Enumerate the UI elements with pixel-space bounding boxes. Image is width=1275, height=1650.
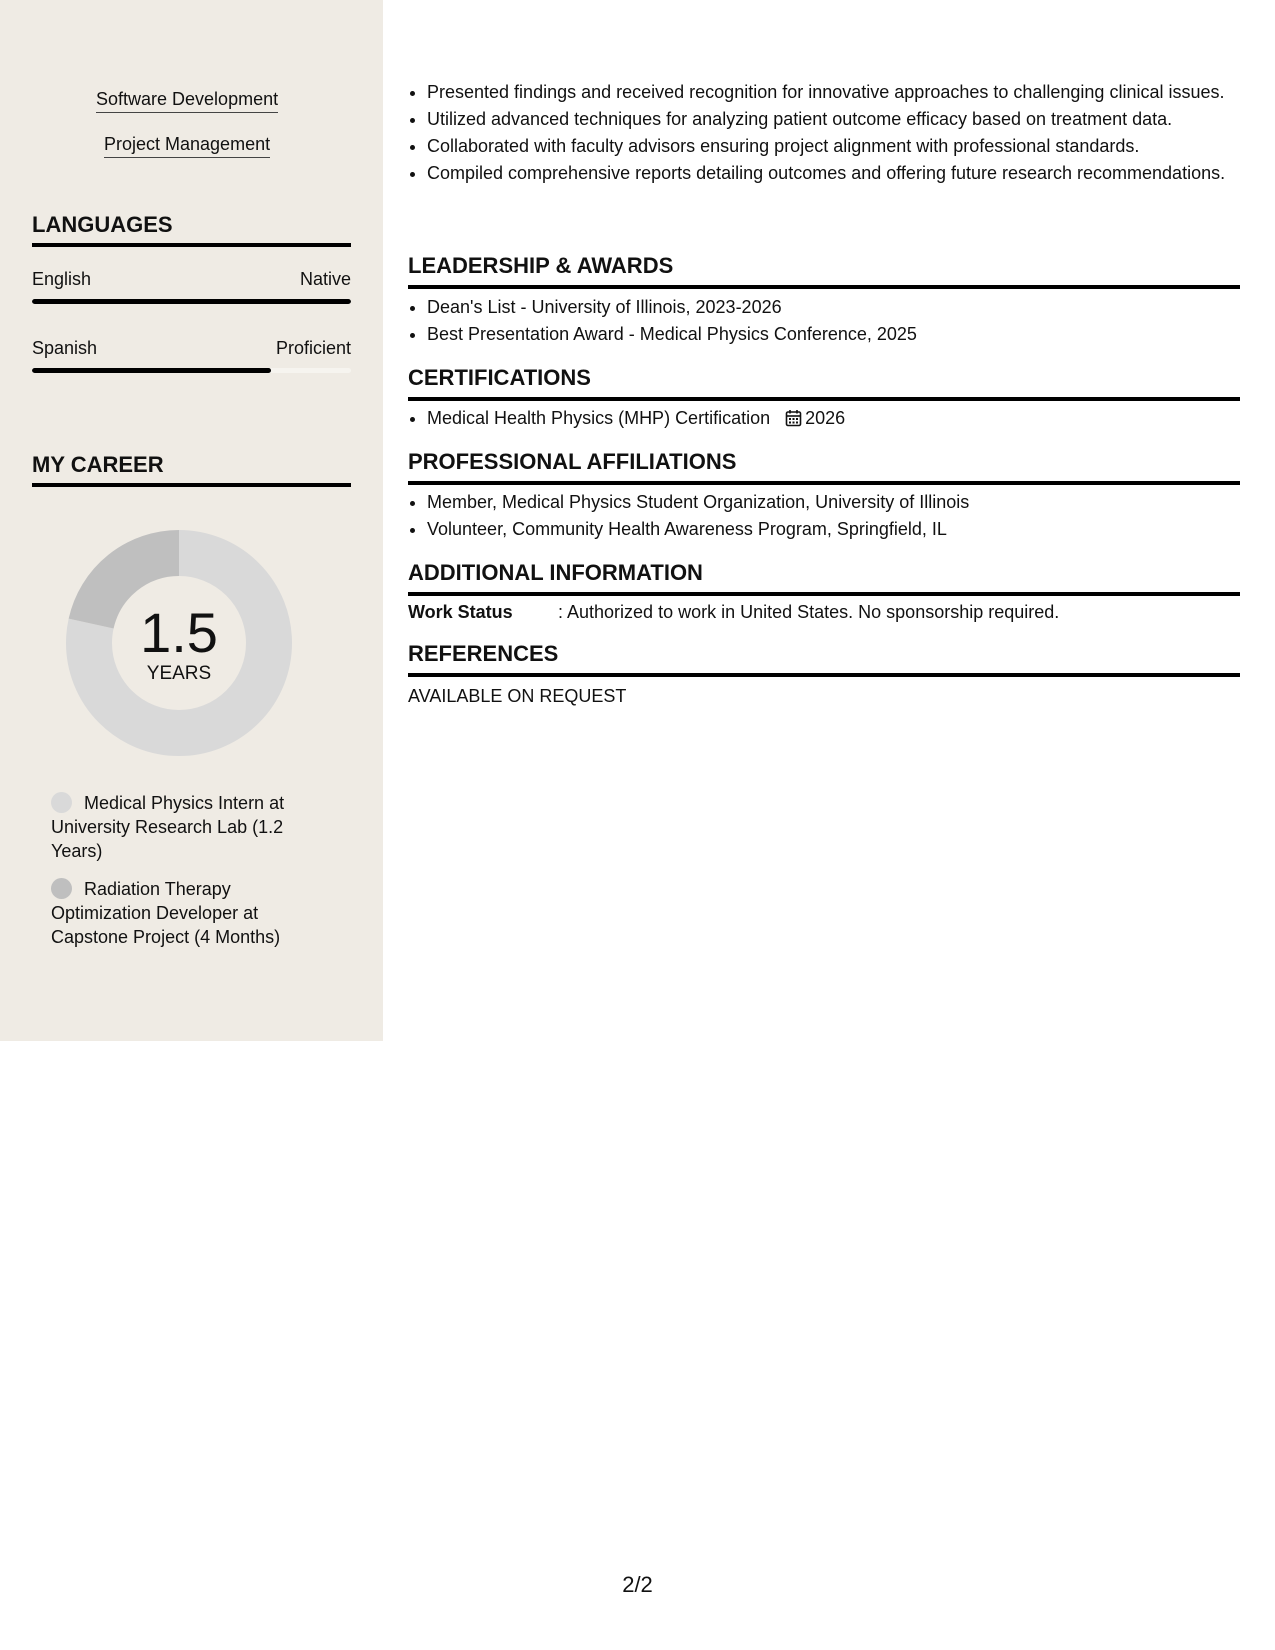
skill-tag: Software Development: [96, 88, 278, 113]
list-item: • Presented findings and received recognition for innovative approaches to challenging clinical issues.: [427, 80, 1240, 104]
career-item-label: Radiation Therapy Optimization Developer at Capstone Project (4 Months): [51, 879, 281, 947]
work-status-value: : Authorized to work in United States. No sponsorship required.: [558, 602, 1060, 622]
list-item: • Member, Medical Physics Student Organization, University of Illinois: [427, 490, 1240, 514]
career-donut-center: [66, 530, 292, 756]
career-total-unit: YEARS: [146, 663, 212, 684]
career-legend-dot: [51, 878, 72, 899]
list-item: • Utilized advanced techniques for analyzing patient outcome efficacy based on treatment data.: [427, 107, 1240, 131]
career-item-label: Medical Physics Intern at University Research Lab (1.2 Years): [51, 793, 285, 861]
skill-tag: Project Management: [104, 133, 270, 158]
language-proficiency-fill: [32, 368, 271, 373]
list-item: [427, 406, 1240, 430]
additional-info-heading: ADDITIONAL INFORMATION: [408, 560, 1240, 596]
references-heading: REFERENCES: [408, 641, 1240, 677]
language-name: English: [32, 269, 92, 289]
list-item: • Compiled comprehensive reports detailing outcomes and offering future research recommendations.: [427, 161, 1240, 185]
affiliations-list: [408, 490, 1240, 544]
leadership-heading: LEADERSHIP & AWARDS: [408, 253, 1240, 289]
language-proficiency-bar: [32, 299, 351, 304]
career-total-value: 1.5: [140, 601, 218, 664]
career-item: [51, 877, 311, 949]
certification-name: Medical Health Physics (MHP) Certification: [427, 408, 771, 428]
career-legend-dot: [51, 792, 72, 813]
work-status-row: [408, 600, 1240, 624]
language-level: Proficient: [275, 338, 351, 358]
certifications-heading: CERTIFICATIONS: [408, 365, 1240, 401]
career-item: [51, 791, 311, 863]
experience-bullets: [408, 80, 1240, 188]
affiliations-heading: PROFESSIONAL AFFILIATIONS: [408, 449, 1240, 485]
work-status-label: Work Status: [408, 602, 513, 622]
leadership-list: [408, 295, 1240, 349]
calendar-icon: [785, 409, 802, 427]
language-level: Native: [299, 269, 351, 289]
references-text: AVAILABLE ON REQUEST: [408, 686, 627, 706]
list-item: • Volunteer, Community Health Awareness Program, Springfield, IL: [427, 517, 1240, 541]
language-proficiency-bar: [32, 368, 351, 373]
career-heading: MY CAREER: [32, 452, 351, 487]
list-item: • Dean's List - University of Illinois, 2023-2026: [427, 295, 1240, 319]
page-number: 2/2: [622, 1572, 653, 1597]
certification-year: 2026: [805, 408, 846, 428]
certifications-list: [408, 406, 1240, 433]
sidebar: [0, 0, 383, 1041]
languages-heading: LANGUAGES: [32, 212, 351, 247]
language-proficiency-fill: [32, 299, 351, 304]
list-item: • Best Presentation Award - Medical Physics Conference, 2025: [427, 322, 1240, 346]
language-name: Spanish: [32, 338, 98, 358]
list-item: • Collaborated with faculty advisors ensuring project alignment with professional standards.: [427, 134, 1240, 158]
